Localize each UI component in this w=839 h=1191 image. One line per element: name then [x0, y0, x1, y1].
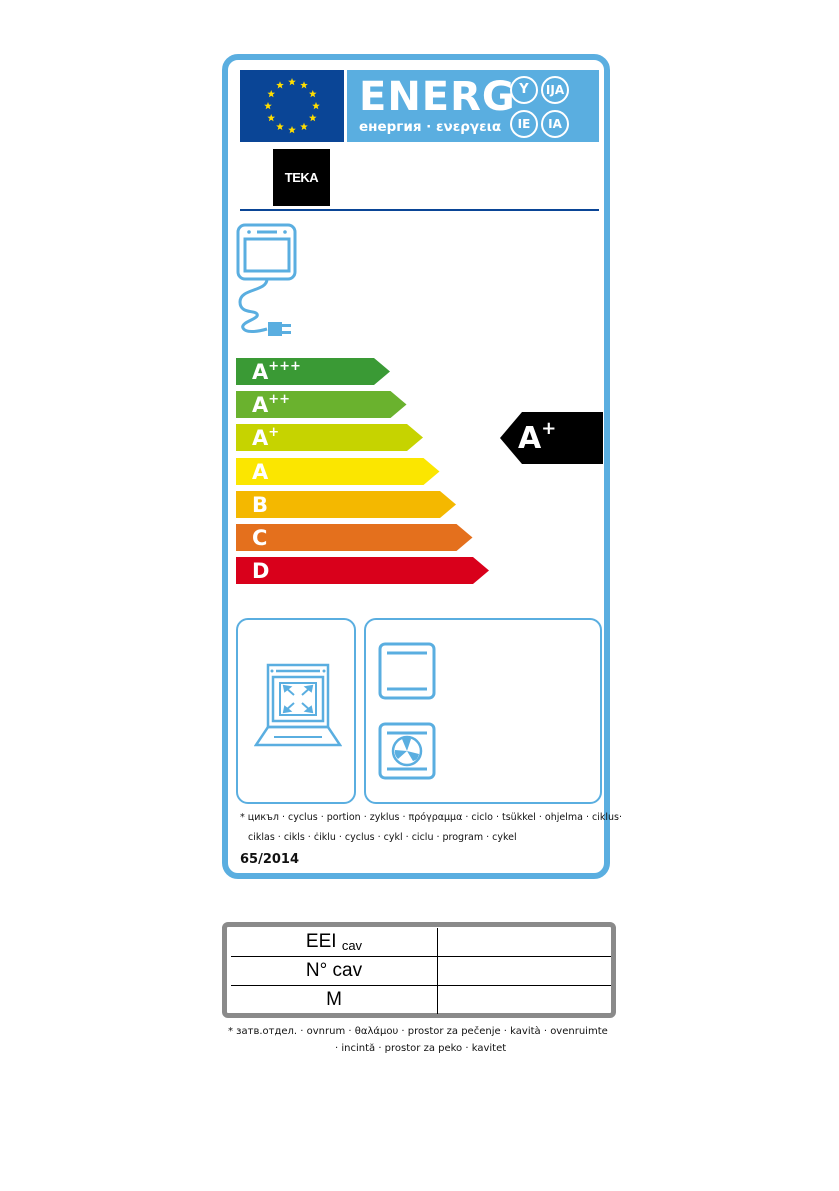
energy-class-plus: ++ — [268, 392, 291, 408]
energy-class-label: D — [252, 559, 270, 584]
energy-class-arrow — [236, 491, 456, 517]
cycle-note-line-1: * цикъл · cyclus · portion · zyklus · πρόγραμμα · ciclo · tsükkel · ohjelma · ciklus· — [240, 812, 622, 823]
energy-class-label: A — [252, 459, 269, 484]
energy-class-plus: + — [268, 425, 280, 441]
eu-star-icon — [288, 78, 296, 85]
energ-word: ENERG — [359, 74, 516, 120]
energy-class-arrow — [236, 557, 489, 583]
eu-star-icon — [288, 126, 296, 133]
heating-modes-box — [364, 618, 602, 804]
energy-class-plus: +++ — [268, 359, 301, 374]
eu-star-icon — [309, 114, 317, 121]
row-label — [231, 928, 437, 956]
column-divider — [437, 928, 438, 956]
energy-class-arrow — [236, 458, 440, 484]
eu-star-icon — [276, 81, 284, 88]
eu-star-icon — [309, 90, 317, 97]
brand-logo: TEKA — [273, 149, 330, 206]
lang-badge: IJA — [541, 76, 569, 104]
rating-class: A — [518, 421, 542, 456]
lang-badge: IA — [541, 110, 569, 138]
column-divider — [437, 957, 438, 985]
oven-cavity-icon — [254, 661, 342, 747]
eu-star-icon — [276, 123, 284, 130]
energy-class-arrow — [236, 358, 390, 384]
energy-class-arrow — [236, 391, 407, 417]
fan-forced-icon — [380, 724, 434, 778]
eu-star-icon — [300, 123, 308, 130]
lang-badge: IE — [510, 110, 538, 138]
eu-flag-icon — [240, 70, 344, 142]
rating-plus: + — [541, 418, 557, 439]
eu-star-icon — [312, 102, 320, 109]
energy-class-label: A+ — [252, 425, 280, 451]
eu-star-icon — [264, 102, 272, 109]
electric-oven-icon — [235, 222, 310, 342]
eu-star-icon — [267, 114, 275, 121]
table-row — [231, 928, 611, 956]
cavity-note-line-2: · incintă · prostor za peko · kavitet — [335, 1043, 507, 1054]
energ-subtitle: енергия · ενεργεια — [359, 119, 502, 135]
energy-class-arrow — [236, 424, 423, 450]
energy-class-label: A+++ — [252, 359, 301, 384]
eei-label: EEI — [305, 931, 337, 952]
energy-class-label: A++ — [252, 392, 291, 418]
heating-modes-icons — [378, 642, 438, 782]
eu-star-icon — [300, 81, 308, 88]
data-table — [222, 922, 616, 1018]
eei-sub: cav — [341, 938, 363, 953]
energy-class-label: B — [252, 492, 269, 517]
lang-badge: Y — [510, 76, 538, 104]
conventional-heating-icon — [380, 644, 434, 698]
energy-header — [347, 70, 599, 142]
energy-class-label: C — [252, 526, 268, 550]
row-label: N° cav — [305, 960, 363, 981]
cavity-note-line-1: * затв.отдел. · ovnrum · θαλάμου · prostor za pečenje · kavità · ovenruimte — [228, 1026, 608, 1037]
table-row — [231, 986, 611, 1014]
rating-arrow — [500, 412, 603, 464]
column-divider — [437, 986, 438, 1014]
eu-star-icon — [267, 90, 275, 97]
cavity-box — [236, 618, 356, 804]
energy-class-arrow — [236, 524, 473, 550]
header-divider — [240, 209, 599, 211]
rating-text — [518, 412, 556, 466]
cycle-note-line-2: ciklas · cikls · ċiklu · cyclus · cykl · ciclu · program · cykel — [248, 832, 517, 843]
regulation-number: 65/2014 — [240, 852, 300, 867]
table-row — [231, 957, 611, 985]
row-label: M — [326, 989, 342, 1010]
